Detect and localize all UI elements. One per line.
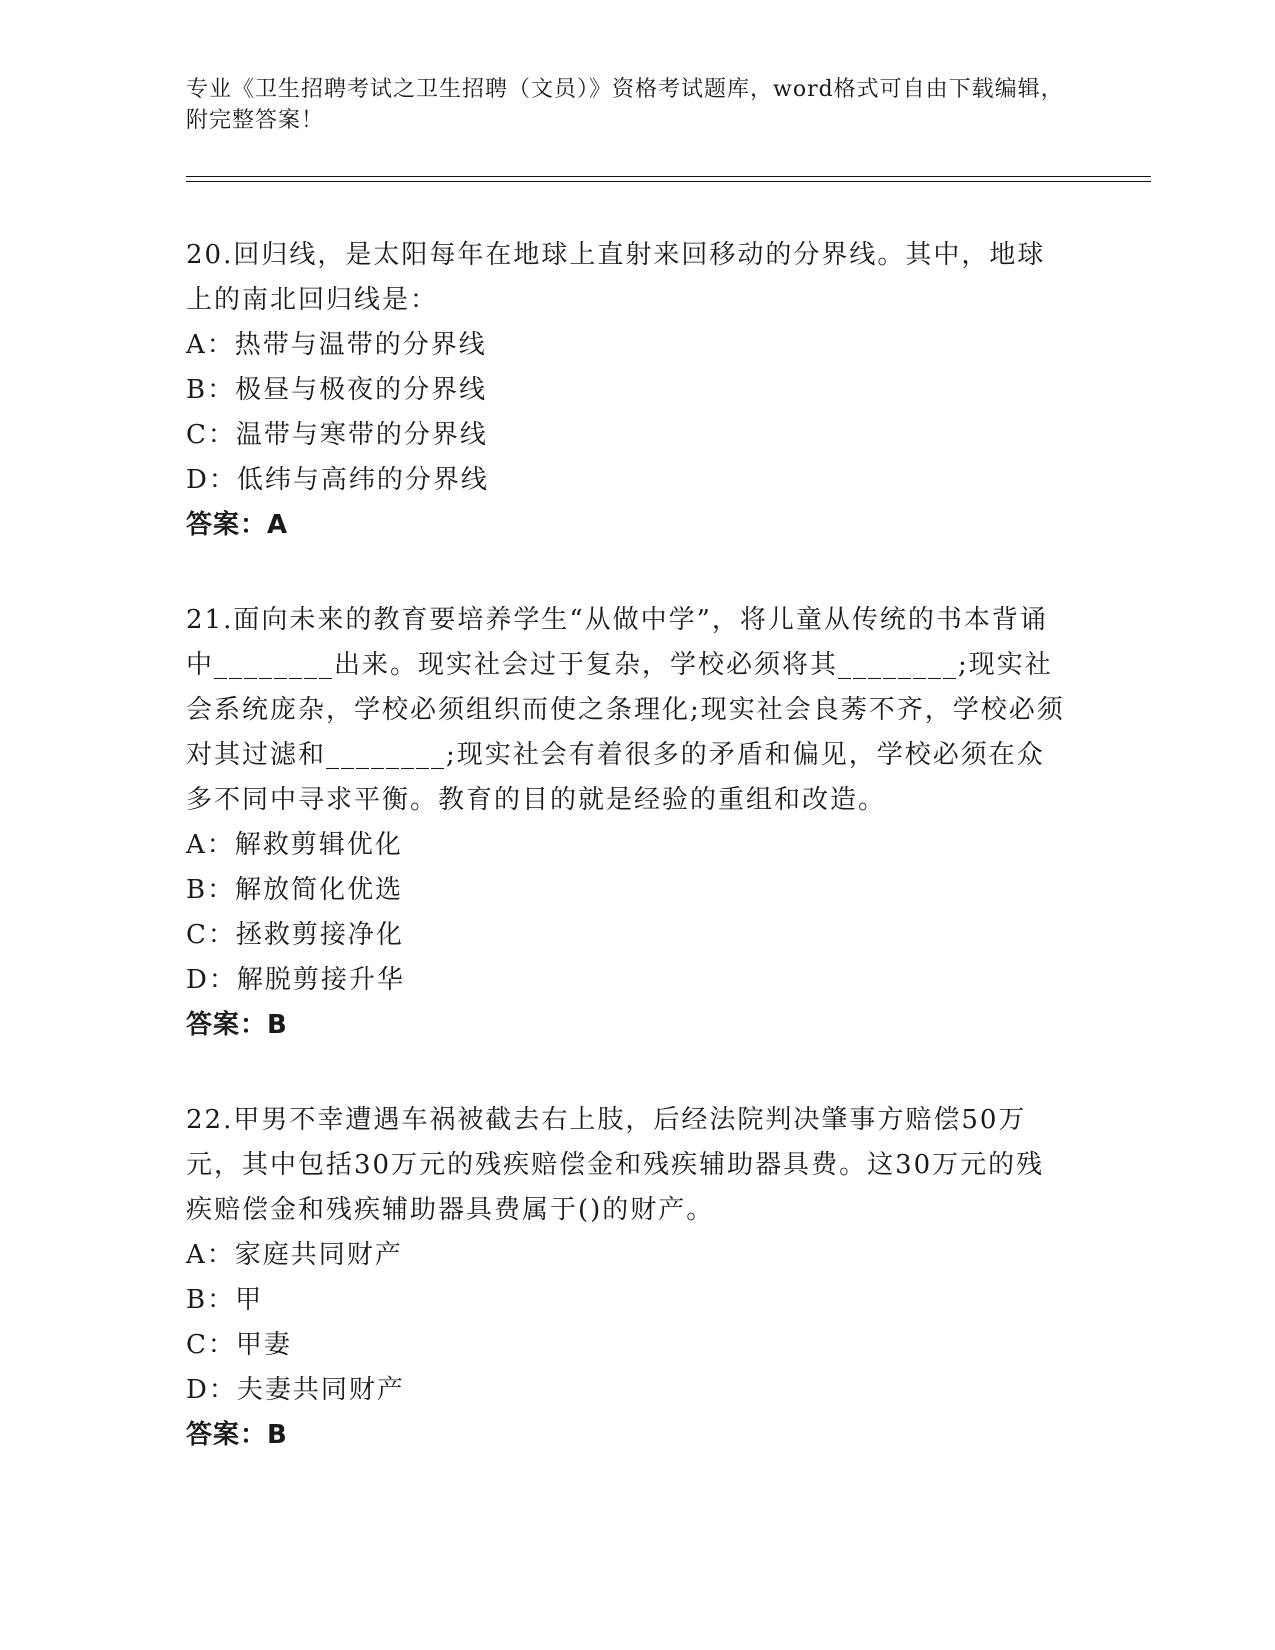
answer-line: 答案：B: [186, 1010, 288, 1040]
option-b: B：甲: [186, 1285, 264, 1315]
document-header: 专业《卫生招聘考试之卫生招聘（文员）》资格考试题库，word格式可自由下载编辑，附完整答案！: [186, 77, 1064, 133]
option-a: A：热带与温带的分界线: [186, 330, 487, 360]
answer-line: 答案：A: [186, 510, 289, 540]
question-20: [186, 233, 1066, 548]
option-b: B：极昼与极夜的分界线: [186, 375, 488, 405]
question-stem: 21.面向未来的教育要培养学生“从做中学”，将儿童从传统的书本背诵中________出来。现实社会过于复杂，学校必须将其________;现实社会系统庞杂，学校必须组织而使之条理化;现实社会良莠不齐，学校必须对其过滤和________;现实社会有着很多的矛盾和偏见，学校必须在众多不同中寻求平衡。教育的目的就是经验的重组和改造。: [186, 605, 1065, 815]
option-a: A：解救剪辑优化: [186, 830, 403, 860]
question-21: [186, 598, 1066, 1048]
option-c: C：甲妻: [186, 1330, 292, 1360]
question-22: [186, 1098, 1066, 1458]
option-d: D：低纬与高纬的分界线: [186, 465, 489, 495]
header-divider-bottom: [186, 181, 1151, 182]
option-d: D：夫妻共同财产: [186, 1375, 405, 1405]
answer-line: 答案：B: [186, 1420, 288, 1450]
header-divider-top: [186, 176, 1151, 177]
option-a: A：家庭共同财产: [186, 1240, 403, 1270]
question-stem: 20.回归线，是太阳每年在地球上直射来回移动的分界线。其中，地球上的南北回归线是：: [186, 240, 1046, 315]
question-stem: 22.甲男不幸遭遇车祸被截去右上肢，后经法院判决肇事方赔偿50万元，其中包括30万元的残疾赔偿金和残疾辅助器具费。这30万元的残疾赔偿金和残疾辅助器具费属于()的财产。: [186, 1105, 1045, 1225]
option-b: B：解放简化优选: [186, 875, 404, 905]
option-c: C：拯救剪接净化: [186, 920, 404, 950]
option-c: C：温带与寒带的分界线: [186, 420, 488, 450]
option-d: D：解脱剪接升华: [186, 965, 405, 995]
